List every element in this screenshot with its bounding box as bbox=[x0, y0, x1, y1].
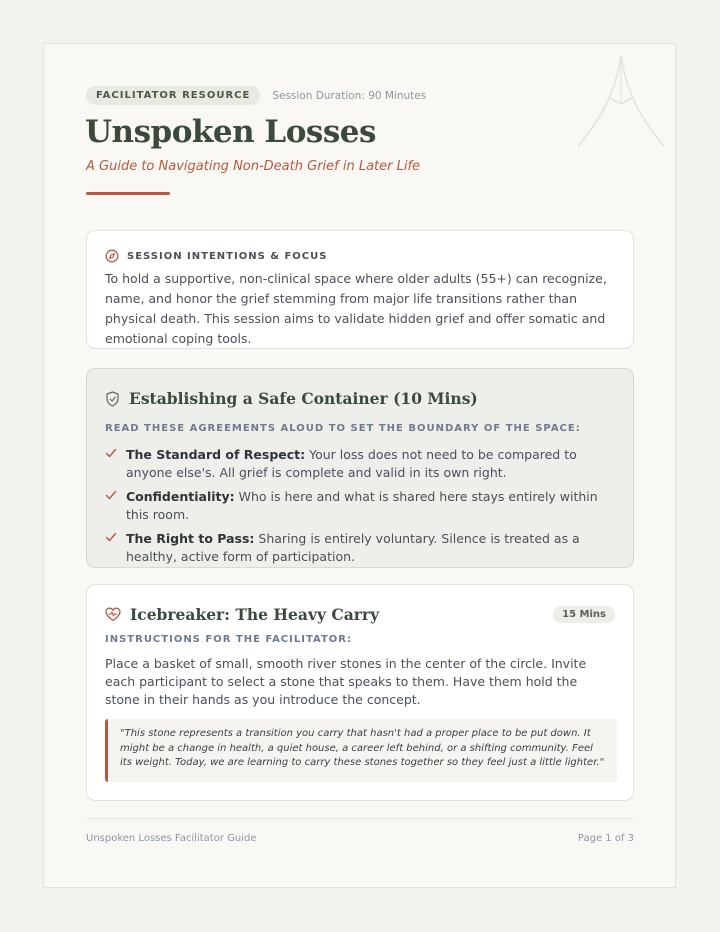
safe-container-title: Establishing a Safe Container (10 Mins) bbox=[129, 389, 478, 408]
icebreaker-body: Place a basket of small, smooth river stones in the center of the circle. Invite each participant to select a stone that speaks to them. Have them hold the stone in their hands as you introduce the concept. bbox=[105, 656, 587, 707]
resource-badge: FACILITATOR RESOURCE bbox=[86, 86, 260, 105]
facilitator-quote: "This stone represents a transition you carry that hasn't had a proper place to be put down. It might be a change in health, a quiet house, a career left behind, or a shifting community. Feel its weight. Today, we are learning to carry these stones together so they feel just a little lighter." bbox=[105, 719, 617, 782]
check-icon bbox=[105, 531, 117, 543]
page-title: Unspoken Losses bbox=[85, 114, 376, 150]
agreement-term: The Right to Pass: bbox=[126, 531, 255, 546]
agreement-text: Sharing is entirely voluntary. Silence is treated as a healthy, active form of participation. bbox=[126, 531, 580, 564]
agreement-item bbox=[105, 446, 620, 482]
agreement-item bbox=[105, 530, 620, 566]
accent-divider bbox=[86, 192, 170, 195]
safe-container-card bbox=[86, 368, 634, 568]
agreement-term: The Standard of Respect: bbox=[126, 447, 306, 462]
safe-container-header bbox=[105, 389, 478, 408]
intentions-label: SESSION INTENTIONS & FOCUS bbox=[127, 250, 328, 262]
agreement-text: Who is here and what is shared here stays entirely within this room. bbox=[126, 489, 598, 522]
heart-icon bbox=[105, 607, 121, 622]
page-subtitle: A Guide to Navigating Non-Death Grief in Later Life bbox=[86, 159, 421, 174]
icebreaker-instruction-label: INSTRUCTIONS FOR THE FACILITATOR: bbox=[105, 634, 352, 645]
intentions-body: To hold a supportive, non-clinical space where older adults (55+) can recognize, name, and honor the grief stemming from major life transitions rather than physical death. This session aims to validate hidden grief and offer somatic and emotional coping tools. bbox=[105, 271, 607, 346]
footer-title: Unspoken Losses Facilitator Guide bbox=[86, 833, 257, 844]
compass-icon bbox=[105, 249, 119, 263]
time-badge: 15 Mins bbox=[553, 606, 615, 623]
agreement-term: Confidentiality: bbox=[126, 489, 235, 504]
shield-check-icon bbox=[105, 391, 120, 407]
mountain-peak-icon bbox=[570, 50, 670, 150]
icebreaker-card bbox=[86, 584, 634, 801]
session-duration: Session Duration: 90 Minutes bbox=[272, 89, 427, 102]
intentions-header bbox=[105, 249, 327, 263]
safe-container-instruction: READ THESE AGREEMENTS ALOUD TO SET THE BOUNDARY OF THE SPACE: bbox=[105, 423, 581, 434]
icebreaker-header bbox=[105, 605, 379, 624]
check-icon bbox=[105, 447, 117, 459]
page-number: Page 1 of 3 bbox=[577, 833, 634, 844]
agreement-text: Your loss does not need to be compared to anyone else's. All grief is complete and valid in its own right. bbox=[126, 447, 577, 480]
icebreaker-title: Icebreaker: The Heavy Carry bbox=[130, 605, 380, 624]
check-icon bbox=[105, 489, 117, 501]
agreement-item bbox=[105, 488, 620, 524]
meta-row bbox=[86, 86, 426, 105]
footer-divider bbox=[86, 818, 634, 819]
agreements-list bbox=[105, 446, 620, 572]
intentions-card bbox=[86, 230, 634, 349]
